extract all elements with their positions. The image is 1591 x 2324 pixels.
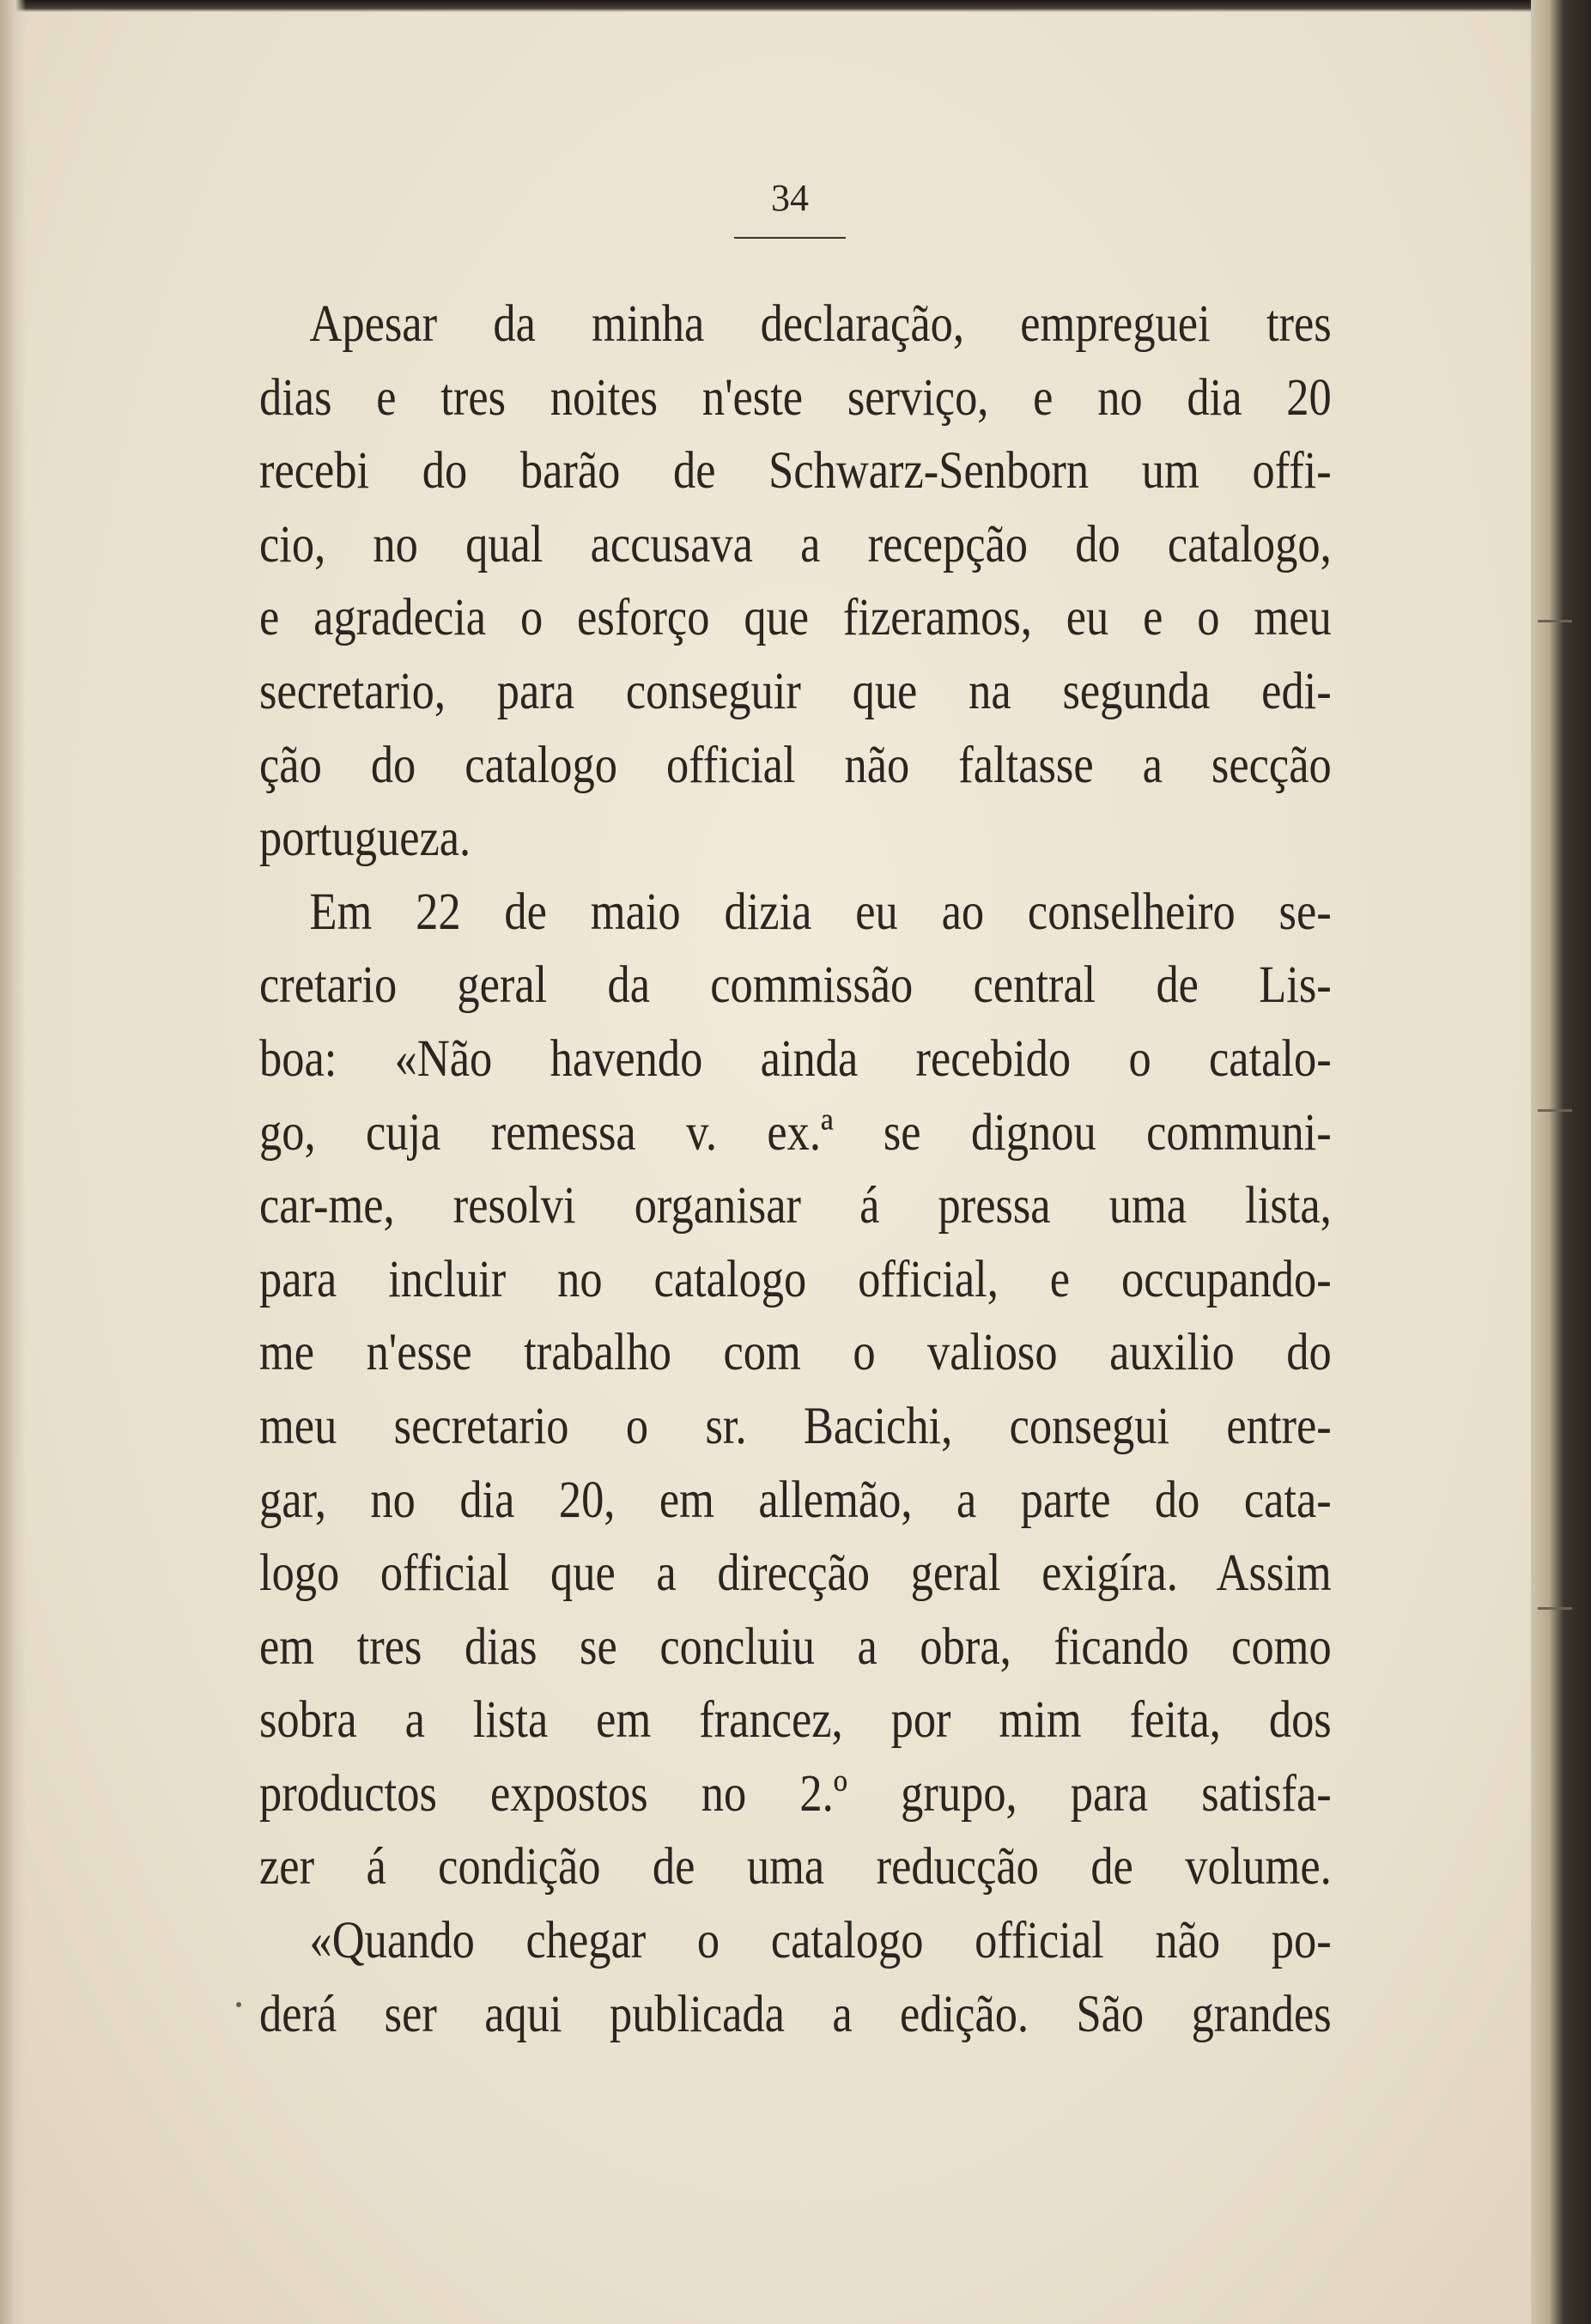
- scan-top-edge: [0, 0, 1591, 12]
- text-line: Apesar da minha declaração, empreguei tres: [309, 295, 1332, 353]
- text-line: logo official que a direcção geral exigíra. Assim: [259, 1544, 1332, 1603]
- text-line: me n'esse trabalho com o valioso auxilio do: [259, 1324, 1332, 1382]
- text-line: e agradecia o esforço que fizeramos, eu e o meu: [259, 589, 1332, 647]
- text-line: gar, no dia 20, em allemão, a parte do cata-: [259, 1471, 1332, 1529]
- page-number-rule: [734, 237, 846, 239]
- spine-mark: [1538, 1109, 1572, 1112]
- page-number: 34: [771, 177, 809, 219]
- text-line: cio, no qual accusava a recepção do catalogo,: [259, 515, 1332, 573]
- text-line: sobra a lista em francez, por mim feita, dos: [259, 1691, 1332, 1750]
- text-line: derá ser aqui publicada a edição. São grandes: [259, 1985, 1332, 2043]
- right-spine: [1531, 0, 1591, 2324]
- text-line: zer á condição de uma reducção de volume.: [259, 1838, 1332, 1896]
- text-line: para incluir no catalogo official, e occupando-: [259, 1250, 1332, 1308]
- ink-speck: [236, 2002, 241, 2007]
- spine-mark: [1538, 1607, 1572, 1610]
- text-line: productos expostos no 2.º grupo, para satisfa-: [259, 1764, 1332, 1823]
- text-line: boa: «Não havendo ainda recebido o catalo-: [259, 1029, 1332, 1088]
- text-line: car-me, resolvi organisar á pressa uma lista,: [259, 1177, 1332, 1235]
- text-line: portugueza.: [259, 810, 471, 868]
- text-line: ção do catalogo official não faltasse a secção: [259, 736, 1332, 794]
- text-line: go, cuja remessa v. ex.ª se dignou communi-: [259, 1103, 1332, 1162]
- text-line: meu secretario o sr. Bacichi, consegui entre-: [259, 1397, 1332, 1455]
- text-line: dias e tres noites n'este serviço, e no dia 20: [259, 368, 1332, 427]
- text-line: secretario, para conseguir que na segunda edi-: [259, 662, 1332, 720]
- text-line: «Quando chegar o catalogo official não po-: [309, 1912, 1332, 1970]
- text-line: Em 22 de maio dizia eu ao conselheiro se-: [309, 883, 1332, 941]
- text-line: em tres dias se concluiu a obra, ficando como: [259, 1617, 1332, 1676]
- binding-shadow: [0, 0, 26, 2324]
- text-line: cretario geral da commissão central de Lis-: [259, 956, 1332, 1015]
- body-text: [259, 288, 1332, 2051]
- spine-mark: [1538, 620, 1572, 622]
- text-line: recebi do barão de Schwarz-Senborn um offi-: [259, 442, 1332, 501]
